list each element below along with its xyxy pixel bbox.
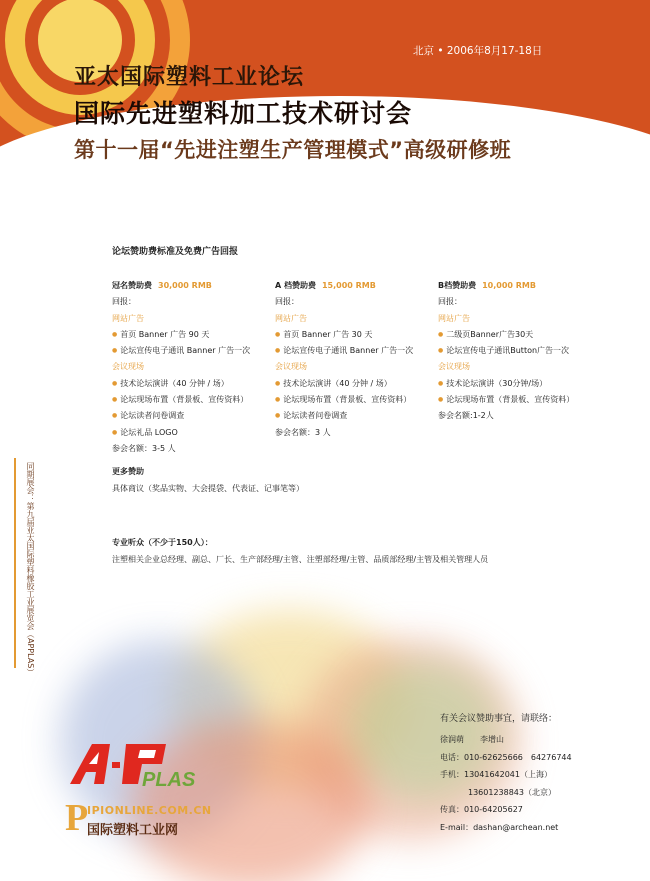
section-title: 论坛赞助费标准及免费广告回报 bbox=[112, 247, 239, 257]
list-item: ● 论坛读者问卷调查 bbox=[112, 408, 250, 424]
list-item: ● 技术论坛演讲（40 分钟 / 场） bbox=[112, 376, 250, 392]
applas-plas-text: PLAS bbox=[142, 769, 196, 790]
contact-mobile: 手机：13041642041（上海） bbox=[440, 770, 552, 779]
applas-logo bbox=[70, 740, 210, 790]
list-item: ● 论坛现场布置（背景板、宣传资料） bbox=[275, 392, 413, 408]
list-item: ● 论坛宣传电子通讯 Banner 广告一次 bbox=[112, 343, 250, 359]
side-exhibition-note: 同期展会：第九届亚太国际塑料橡胶工业展览会（APPLAS） bbox=[26, 462, 35, 677]
list-item: ● 技术论坛演讲（30分钟/场） bbox=[438, 376, 574, 392]
contact-phone: 电话：010-62625666 64276744 bbox=[440, 752, 572, 762]
return-label: 回报： bbox=[275, 297, 299, 307]
seminar-title: 国际先进塑料加工技术研讨会 bbox=[74, 99, 413, 128]
web-ad-label: 网站广告 bbox=[438, 313, 470, 323]
audience-section bbox=[112, 534, 488, 568]
list-item: ● 首页 Banner 广告 90 天 bbox=[112, 327, 250, 343]
pi-letter: P bbox=[65, 797, 89, 839]
audience-title: 专业听众（不少于150人）： bbox=[112, 538, 213, 547]
attendee-quota: 参会名额:1-2人 bbox=[438, 411, 494, 421]
venue-label: 会议现场 bbox=[275, 362, 307, 372]
return-label: 回报： bbox=[438, 297, 462, 307]
venue-label: 会议现场 bbox=[438, 362, 470, 372]
contact-mobile: 13601238843（北京） bbox=[468, 787, 556, 797]
tier-column-a bbox=[275, 278, 413, 441]
web-ad-label: 网站广告 bbox=[112, 313, 144, 323]
more-title: 更多赞助 bbox=[112, 467, 144, 476]
pionline-logo bbox=[65, 797, 235, 846]
attendee-quota: 参会名额：3-5 人 bbox=[112, 443, 176, 453]
contact-email: E-mail：dashan@archean.net bbox=[440, 822, 559, 832]
contact-block bbox=[440, 711, 572, 836]
list-item: ● 论坛礼品 LOGO bbox=[112, 425, 250, 441]
tier-amount: 10,000 RMB bbox=[482, 281, 536, 290]
event-date: 北京 • 2006年8月17-18日 bbox=[413, 45, 543, 57]
contact-lead: 有关会议赞助事宜，请联络： bbox=[440, 714, 558, 724]
attendee-quota: 参会名额：3 人 bbox=[275, 427, 331, 437]
return-label: 回报： bbox=[112, 297, 136, 307]
more-sponsorship bbox=[112, 463, 304, 497]
list-item: ● 论坛读者问卷调查 bbox=[275, 408, 413, 424]
pi-url: IPIONLINE.COM.CN bbox=[87, 804, 212, 817]
list-item: ● 二级页Banner广告30天 bbox=[438, 327, 574, 343]
list-item: ● 论坛宣传电子通讯Button广告一次 bbox=[438, 343, 574, 359]
more-text: 具体商议（奖品实物、大会提袋、代表证、记事笔等） bbox=[112, 484, 304, 493]
audience-text: 注塑相关企业总经理、副总、厂长、生产部经理/主管、注塑部经理/主管、品质部经理/主管及相关管理人员 bbox=[112, 555, 489, 564]
tier-column-b bbox=[438, 278, 574, 425]
tier-name: B档赞助费 bbox=[438, 281, 477, 290]
tier-amount: 15,000 RMB bbox=[321, 281, 376, 290]
tier-column-title-sponsor bbox=[112, 278, 250, 457]
pi-cn-name: 国际塑料工业网 bbox=[87, 823, 179, 838]
side-accent-bar bbox=[14, 458, 16, 668]
tier-name: 冠名赞助费 bbox=[112, 281, 152, 290]
tier-name: A 档赞助费 bbox=[275, 281, 316, 290]
list-item: ● 论坛现场布置（背景板、宣传资料） bbox=[438, 392, 574, 408]
list-item: ● 论坛现场布置（背景板、宣传资料） bbox=[112, 392, 250, 408]
tier-amount: 30,000 RMB bbox=[158, 281, 212, 290]
contact-fax: 传真：010-64205627 bbox=[440, 805, 523, 814]
venue-label: 会议现场 bbox=[112, 362, 144, 372]
web-ad-label: 网站广告 bbox=[275, 313, 307, 323]
forum-title: 亚太国际塑料工业论坛 bbox=[74, 65, 305, 90]
workshop-title: 第十一届“先进注塑生产管理模式”高级研修班 bbox=[74, 138, 512, 162]
list-item: ● 论坛宣传电子通讯 Banner 广告一次 bbox=[275, 343, 413, 359]
list-item: ● 首页 Banner 广告 30 天 bbox=[275, 327, 413, 343]
list-item: ● 技术论坛演讲（40 分钟 / 场） bbox=[275, 376, 413, 392]
contact-names: 徐润萌 李增山 bbox=[440, 735, 504, 744]
